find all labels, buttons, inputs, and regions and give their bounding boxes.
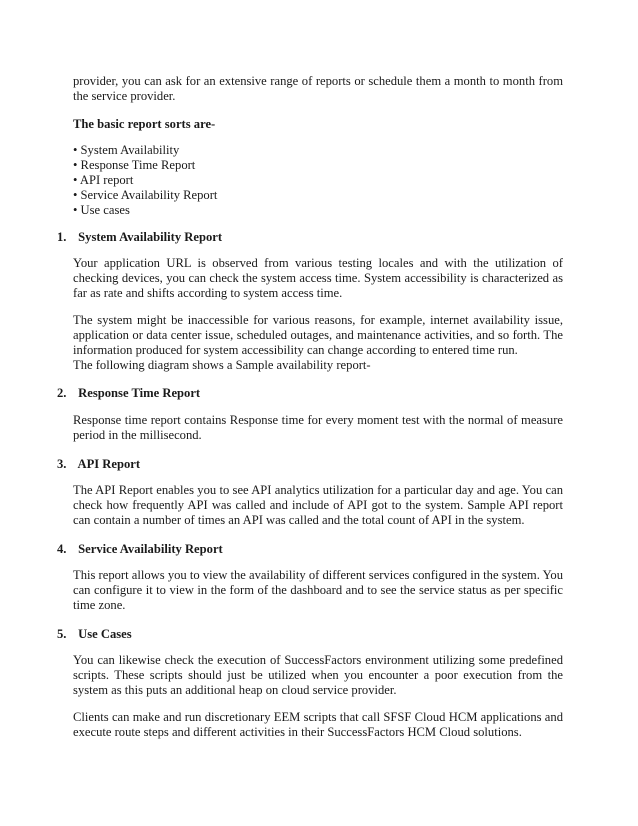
- section-paragraph: You can likewise check the execution of SuccessFactors environment utilizing some predefined scripts. These scripts should just be utilized when you encounter a poor execution from the system as this puts an additional heap on cloud service provider.: [73, 653, 563, 697]
- section-paragraph: The following diagram shows a Sample availability report-: [73, 358, 371, 372]
- intro-paragraph: provider, you can ask for an extensive range of reports or schedule them a month to month from the service provider.: [73, 74, 563, 103]
- list-item: • Response Time Report: [73, 158, 196, 172]
- section-title: System Availability Report: [78, 230, 223, 244]
- section-paragraph: This report allows you to view the availability of different services configured in the system. You can configure it to view in the form of the dashboard and to see the service status as per specific time zone.: [73, 568, 563, 612]
- report-sorts-heading: The basic report sorts are-: [73, 117, 216, 131]
- list-item: • Use cases: [73, 203, 130, 217]
- report-sorts-list: [73, 143, 563, 218]
- section-heading-service-availability: [57, 542, 223, 557]
- section-heading-api-report: [57, 457, 140, 472]
- section-paragraph: Your application URL is observed from various testing locales and with the utilization of checking devices, you can check the system access time. System accessibility is characterized as far as rate and shifts according to system access time.: [73, 256, 563, 300]
- section-number: 1.: [57, 230, 67, 244]
- list-item: • API report: [73, 173, 134, 187]
- section-number: 2.: [57, 386, 67, 400]
- section-paragraph: The system might be inaccessible for various reasons, for example, internet availability issue, application or data center issue, scheduled outages, and maintenance activities, and so forth. The information produced for system accessibility can change according to entered time run.: [73, 313, 563, 357]
- section-number: 4.: [57, 542, 67, 556]
- section-heading-use-cases: [57, 627, 132, 642]
- section-paragraph: Response time report contains Response time for every moment test with the normal of measure period in the millisecond.: [73, 413, 563, 442]
- section-heading-system-availability: [57, 230, 222, 245]
- section-number: 3.: [57, 457, 67, 471]
- section-title: Service Availability Report: [78, 542, 223, 556]
- section-heading-response-time: [57, 386, 200, 401]
- section-number: 5.: [57, 627, 67, 641]
- section-paragraph: Clients can make and run discretionary EEM scripts that call SFSF Cloud HCM applications and execute route steps and different activities in their SuccessFactors HCM Cloud solutions.: [73, 710, 563, 739]
- list-item: • Service Availability Report: [73, 188, 218, 202]
- section-title: Use Cases: [78, 627, 132, 641]
- section-title: API Report: [77, 457, 141, 471]
- section-title: Response Time Report: [78, 386, 201, 400]
- list-item: • System Availability: [73, 143, 180, 157]
- section-paragraph: The API Report enables you to see API analytics utilization for a particular day and age. You can check how frequently API was called and include of API got to the system. Sample API report can contain a number of times an API was called and the total count of API in the system.: [73, 483, 563, 527]
